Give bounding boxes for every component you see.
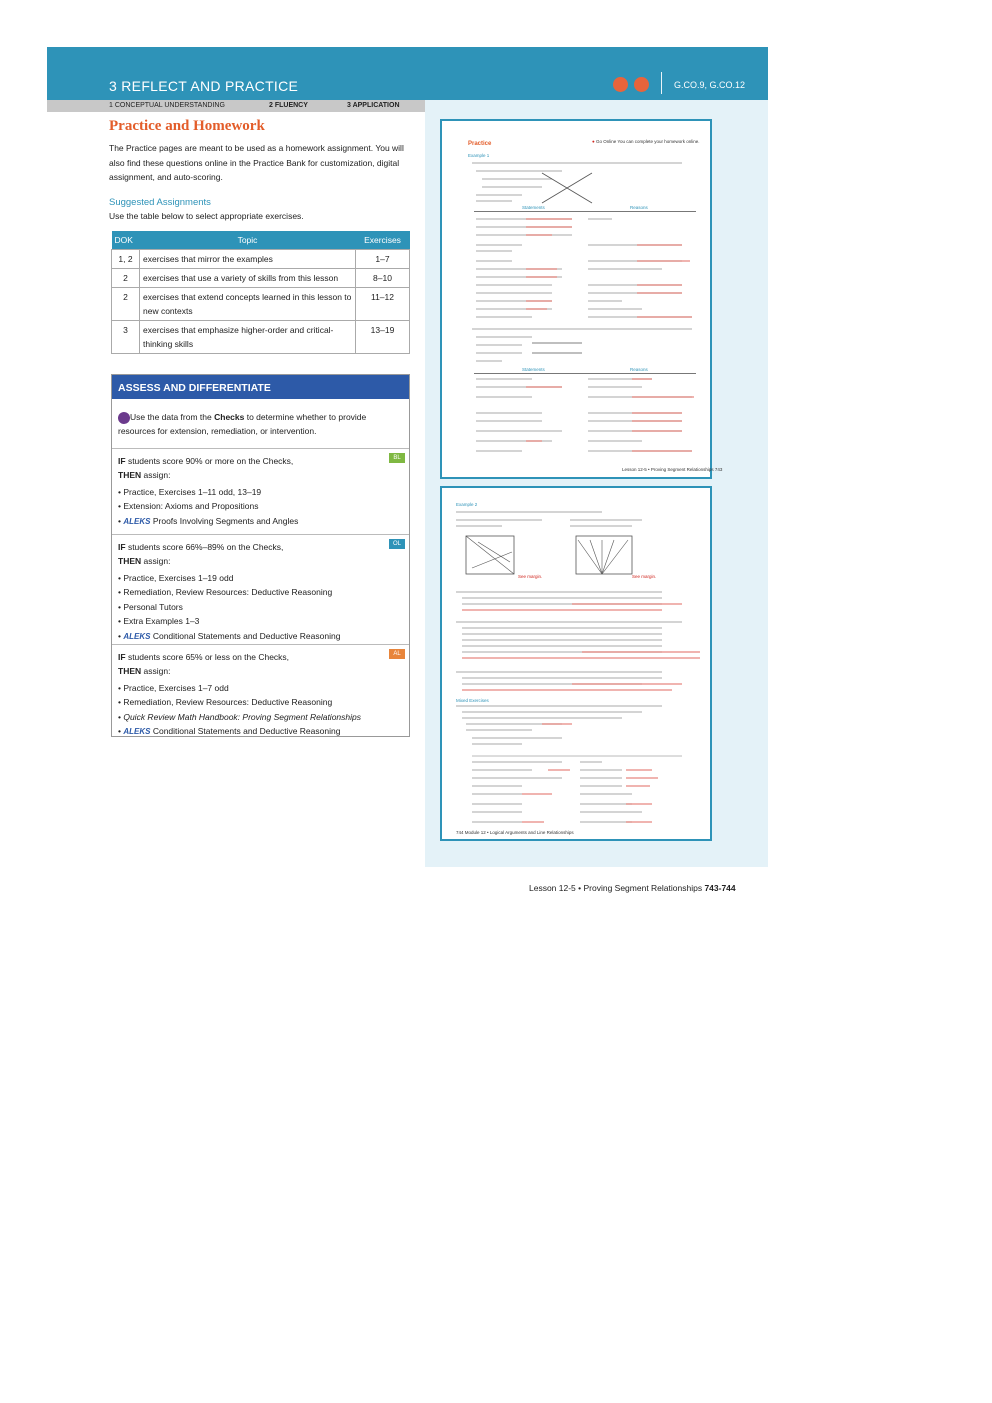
list-item: • Quick Review Math Handbook: Proving Segment Relationships bbox=[118, 711, 361, 722]
dok-cell: 2 bbox=[112, 269, 140, 288]
list-text: Remediation, Review Resources: Deductive Reasoning bbox=[123, 587, 333, 598]
tab-fluency: 2 FLUENCY bbox=[269, 102, 308, 109]
progression-tabs bbox=[47, 100, 425, 112]
section-header bbox=[47, 47, 768, 100]
tier-condition bbox=[118, 540, 283, 568]
statements-label: Statements bbox=[522, 205, 545, 210]
see-margin-note: See margin. bbox=[518, 574, 543, 579]
list-text: Conditional Statements and Deductive Reasoning bbox=[152, 630, 341, 641]
topic-cell: exercises that mirror the examples bbox=[140, 250, 356, 269]
then-text: assign: bbox=[141, 470, 171, 480]
tier-list bbox=[118, 681, 361, 740]
list-text: Personal Tutors bbox=[123, 601, 183, 612]
table-row bbox=[112, 269, 410, 288]
table-row bbox=[112, 250, 410, 269]
exercises-cell: 11–12 bbox=[356, 288, 410, 321]
divider bbox=[661, 72, 662, 94]
intro-bold: Checks bbox=[214, 412, 245, 422]
aleks-logo: ALEKS bbox=[123, 727, 151, 737]
tab-application: 3 APPLICATION bbox=[347, 102, 400, 109]
list-text: Extra Examples 1–3 bbox=[123, 616, 200, 627]
example-label: Example 1 bbox=[468, 153, 490, 158]
list-item: • ALEKS Conditional Statements and Deductive Reasoning bbox=[118, 629, 340, 644]
if-text: students score 66%–89% on the Checks, bbox=[127, 542, 284, 552]
then-text: assign: bbox=[141, 556, 171, 566]
intro-paragraph: The Practice pages are meant to be used as a homework assignment. You will also find these questions online in the Practice Bank for customization, digital assignment, and auto-scoring. bbox=[109, 143, 404, 182]
standards-label: G.CO.9, G.CO.12 bbox=[674, 80, 746, 90]
assess-intro bbox=[118, 410, 402, 438]
ol-badge: OL bbox=[389, 539, 405, 549]
footer-lesson-text: Lesson 12-5 • Proving Segment Relationships bbox=[529, 883, 705, 893]
if-label: IF bbox=[118, 652, 126, 662]
group-icon bbox=[634, 77, 649, 92]
tier-list bbox=[118, 485, 298, 529]
page-743-content bbox=[442, 121, 714, 481]
topic-cell: exercises that extend concepts learned in this lesson to new contexts bbox=[140, 288, 356, 321]
table-intro: Use the table below to select appropriate exercises. bbox=[109, 211, 304, 221]
exercises-cell: 1–7 bbox=[356, 250, 410, 269]
example-label: Example 2 bbox=[456, 502, 478, 507]
suggested-heading: Suggested Assignments bbox=[109, 197, 211, 208]
col-header-exercises: Exercises bbox=[356, 231, 410, 250]
intro-text: Use the data from the bbox=[130, 412, 215, 422]
student-page-743 bbox=[440, 119, 723, 479]
bl-badge: BL bbox=[389, 453, 405, 463]
list-text: Practice, Exercises 1–11 odd, 13–19 bbox=[123, 487, 262, 497]
dok-cell: 3 bbox=[112, 321, 140, 354]
list-text: Remediation, Review Resources: Deductive Reasoning bbox=[123, 697, 333, 708]
assess-differentiate-box bbox=[111, 374, 410, 737]
tab-conceptual: 1 CONCEPTUAL UNDERSTANDING bbox=[109, 102, 225, 109]
list-item: • ALEKS Conditional Statements and Deductive Reasoning bbox=[118, 724, 361, 739]
tier-list bbox=[118, 571, 340, 644]
individual-icon bbox=[613, 77, 628, 92]
aleks-logo: ALEKS bbox=[123, 631, 151, 641]
intro-text: to determine whether to provide resources for extension, remediation, or intervention. bbox=[118, 412, 367, 436]
topic-cell: exercises that use a variety of skills from this lesson bbox=[140, 269, 356, 288]
see-margin-note: See margin. bbox=[632, 574, 657, 579]
page-744-content bbox=[442, 488, 714, 843]
exercises-cell: 8–10 bbox=[356, 269, 410, 288]
then-label: THEN bbox=[118, 470, 142, 480]
list-text: Practice, Exercises 1–7 odd bbox=[123, 683, 229, 693]
list-text: Proofs Involving Segments and Angles bbox=[152, 515, 299, 526]
page-footer-lesson bbox=[529, 883, 736, 893]
reasons-label: Reasons bbox=[630, 367, 648, 372]
list-item: • Extra Examples 1–3 bbox=[118, 616, 200, 627]
page-title: Practice and Homework bbox=[109, 118, 265, 134]
al-badge: AL bbox=[389, 649, 405, 659]
col-header-dok: DOK bbox=[112, 231, 140, 250]
dok-cell: 2 bbox=[112, 288, 140, 321]
list-item: • Practice, Exercises 1–11 odd, 13–19 bbox=[118, 487, 262, 497]
footer-pages: 743-744 bbox=[704, 883, 736, 893]
list-item: • Remediation, Review Resources: Deductive Reasoning bbox=[118, 697, 333, 708]
then-text: assign: bbox=[141, 666, 171, 676]
reasons-label: Reasons bbox=[630, 205, 648, 210]
list-item: • Remediation, Review Resources: Deductive Reasoning bbox=[118, 587, 333, 598]
page-footer: 744 Module 12 • Logical Arguments and Line Relationships bbox=[456, 830, 574, 835]
section-title: 3 REFLECT AND PRACTICE bbox=[109, 78, 299, 94]
col-header-topic: Topic bbox=[140, 231, 356, 250]
if-label: IF bbox=[118, 456, 126, 466]
tier-condition bbox=[118, 454, 293, 482]
practice-title: Practice bbox=[468, 141, 492, 147]
then-label: THEN bbox=[118, 666, 142, 676]
list-item: • ALEKS Proofs Involving Segments and Angles bbox=[118, 514, 298, 529]
table-row bbox=[112, 321, 410, 354]
aleks-logo: ALEKS bbox=[123, 516, 151, 526]
data-icon bbox=[118, 412, 130, 424]
dok-cell: 1, 2 bbox=[112, 250, 140, 269]
tier-approaching bbox=[112, 644, 409, 737]
list-item: • Practice, Exercises 1–7 odd bbox=[118, 683, 229, 693]
if-text: students score 90% or more on the Checks, bbox=[127, 456, 294, 466]
mixed-exercises-label: Mixed Exercises bbox=[456, 698, 489, 703]
list-text: Extension: Axioms and Propositions bbox=[123, 501, 259, 512]
statements-label: Statements bbox=[522, 367, 545, 372]
if-label: IF bbox=[118, 542, 126, 552]
tier-condition bbox=[118, 650, 289, 678]
table-row bbox=[112, 288, 410, 321]
student-page-744 bbox=[440, 486, 712, 841]
go-online-text: Go Online You can complete your homework online. bbox=[595, 139, 700, 144]
if-text: students score 65% or less on the Checks, bbox=[127, 652, 290, 662]
topic-cell: exercises that emphasize higher-order and critical-thinking skills bbox=[140, 321, 356, 354]
assess-heading: ASSESS AND DIFFERENTIATE bbox=[112, 375, 409, 399]
list-text: Conditional Statements and Deductive Reasoning bbox=[152, 726, 341, 737]
dok-table bbox=[111, 231, 410, 354]
exercises-cell: 13–19 bbox=[356, 321, 410, 354]
list-text: Quick Review Math Handbook: Proving Segment Relationships bbox=[123, 711, 361, 722]
list-item: • Practice, Exercises 1–19 odd bbox=[118, 573, 234, 583]
list-text: Practice, Exercises 1–19 odd bbox=[123, 573, 234, 583]
then-label: THEN bbox=[118, 556, 142, 566]
go-online-note: ● Go Online You can complete your homework online. bbox=[592, 139, 700, 144]
tier-beyond bbox=[112, 448, 409, 535]
list-item: • Personal Tutors bbox=[118, 601, 183, 612]
tier-on-level bbox=[112, 534, 409, 645]
list-item: • Extension: Axioms and Propositions bbox=[118, 501, 259, 512]
page-footer: Lesson 12-5 • Proving Segment Relationships 743 bbox=[622, 467, 723, 472]
